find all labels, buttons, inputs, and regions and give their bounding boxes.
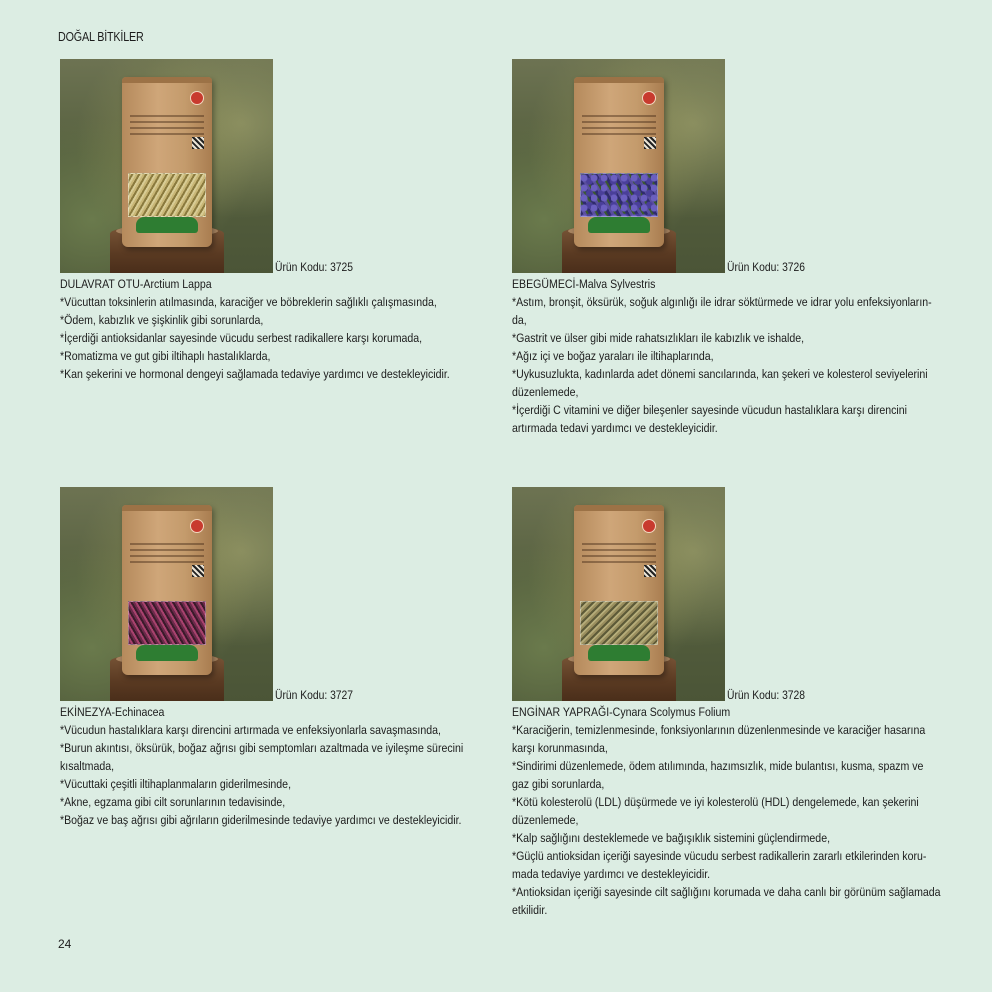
bullet-line: etkilidir. [512, 903, 548, 917]
product-card [512, 487, 942, 919]
product-card [512, 59, 942, 437]
product-photo [60, 487, 273, 701]
bullet-line: *Vücuttaki çeşitli iltihaplanmaların giderilmesinde, [60, 777, 292, 791]
bullet-line: *Boğaz ve baş ağrısı gibi ağrıların giderilmesinde tedaviye yardımcı ve destekleyicidir. [60, 813, 462, 827]
bullet-line: *Kalp sağlığını desteklemede ve bağışıklık sistemini güçlendirmede, [512, 831, 831, 845]
page-number: 24 [58, 937, 72, 951]
product-image-row [512, 59, 942, 273]
bullet-line: *Vücudun hastalıklara karşı direncini artırmada ve enfeksiyonlarla savaşmasında, [60, 723, 441, 737]
product-description [60, 703, 490, 829]
qr-code-icon [192, 565, 204, 577]
product-photo [60, 59, 273, 273]
product-description [512, 275, 942, 437]
package-window [580, 601, 658, 645]
product-name: EBEGÜMECİ-Malva Sylvestris [512, 277, 656, 291]
page-header: DOĞAL BİTKİLER [58, 30, 144, 44]
product-image-row [60, 487, 490, 701]
qr-code-icon [644, 137, 656, 149]
bullet-line: düzenlemede, [512, 813, 579, 827]
bullet-line: *Vücuttan toksinlerin atılmasında, karaciğer ve böbreklerin sağlıklı çalışmasında, [60, 295, 437, 309]
seal-icon [642, 91, 656, 105]
herb-package [574, 77, 664, 247]
package-label [582, 115, 656, 155]
product-name: EKİNEZYA-Echinacea [60, 705, 165, 719]
package-window [580, 173, 658, 217]
bullet-line: düzenlemede, [512, 385, 579, 399]
bullet-line: *Karaciğerin, temizlenmesinde, fonksiyonlarının düzenlenmesinde ve karaciğer hasarına [512, 723, 926, 737]
bullet-line: *Ödem, kabızlık ve şişkinlik gibi sorunlarda, [60, 313, 264, 327]
bullet-line: da, [512, 313, 527, 327]
product-card [60, 487, 490, 829]
brand-logo [136, 645, 198, 661]
bullet-line: *Astım, bronşit, öksürük, soğuk algınlığı ile idrar söktürmede ve idrar yolu enfeksiyonların- [512, 295, 932, 309]
product-bullet-list [60, 721, 490, 829]
product-bullet-list [512, 293, 942, 437]
bullet-line: *Kötü kolesterolü (LDL) düşürmede ve iyi kolesterolü (HDL) dengelemede, kan şekerini [512, 795, 919, 809]
bullet-line: *İçerdiği C vitamini ve diğer bileşenler sayesinde vücudun hastalıklara karşı direncini [512, 403, 908, 417]
bullet-line: *Akne, egzama gibi cilt sorunlarının tedavisinde, [60, 795, 286, 809]
product-bullet-list [60, 293, 490, 383]
product-code: Ürün Kodu: 3728 [727, 688, 806, 702]
bullet-line: *İçerdiği antioksidanlar sayesinde vücudu serbest radikallere karşı korumada, [60, 331, 423, 345]
package-label [130, 543, 204, 583]
herb-package [122, 77, 212, 247]
seal-icon [190, 91, 204, 105]
bullet-line: *Gastrit ve ülser gibi mide rahatsızlıkları ile kabızlık ve ishalde, [512, 331, 805, 345]
product-image-row [512, 487, 942, 701]
bullet-line: *Sindirimi düzenlemede, ödem atılımında, hazımsızlık, mide bulantısı, kusma, spazm ve [512, 759, 924, 773]
bullet-line: gaz gibi sorunlarda, [512, 777, 605, 791]
product-photo [512, 487, 725, 701]
seal-icon [642, 519, 656, 533]
qr-code-icon [192, 137, 204, 149]
brand-logo [136, 217, 198, 233]
product-code: Ürün Kodu: 3726 [727, 260, 806, 274]
bullet-line: kısaltmada, [60, 759, 115, 773]
package-label [130, 115, 204, 155]
product-description [60, 275, 490, 383]
bullet-line: mada tedaviye yardımcı ve destekleyicidir. [512, 867, 711, 881]
product-name: ENGİNAR YAPRAĞI-Cynara Scolymus Folium [512, 705, 731, 719]
bullet-line: *Kan şekerini ve hormonal dengeyi sağlamada tedaviye yardımcı ve destekleyicidir. [60, 367, 450, 381]
package-window [128, 173, 206, 217]
product-photo [512, 59, 725, 273]
bullet-line: *Antioksidan içeriği sayesinde cilt sağlığını korumada ve daha canlı bir görünüm sağlamada [512, 885, 941, 899]
bullet-line: *Güçlü antioksidan içeriği sayesinde vücudu serbest radikallerin zararlı etkilerinden koru- [512, 849, 927, 863]
qr-code-icon [644, 565, 656, 577]
brand-logo [588, 217, 650, 233]
bullet-line: *Ağız içi ve boğaz yaraları ile iltihaplarında, [512, 349, 714, 363]
product-image-row [60, 59, 490, 273]
product-card [60, 59, 490, 383]
herb-package [122, 505, 212, 675]
product-name: DULAVRAT OTU-Arctium Lappa [60, 277, 212, 291]
bullet-line: *Burun akıntısı, öksürük, boğaz ağrısı gibi semptomları azaltmada ve iyileşme sürecini [60, 741, 464, 755]
bullet-line: artırmada tedavi yardımcı ve destekleyicidir. [512, 421, 718, 435]
product-bullet-list [512, 721, 942, 919]
herb-package [574, 505, 664, 675]
seal-icon [190, 519, 204, 533]
package-label [582, 543, 656, 583]
product-code: Ürün Kodu: 3725 [275, 260, 354, 274]
package-window [128, 601, 206, 645]
product-code: Ürün Kodu: 3727 [275, 688, 354, 702]
bullet-line: *Uykusuzlukta, kadınlarda adet dönemi sancılarında, kan şekeri ve kolesterol seviyelerini [512, 367, 928, 381]
bullet-line: *Romatizma ve gut gibi iltihaplı hastalıklarda, [60, 349, 271, 363]
bullet-line: karşı korunmasında, [512, 741, 608, 755]
brand-logo [588, 645, 650, 661]
product-description [512, 703, 942, 919]
